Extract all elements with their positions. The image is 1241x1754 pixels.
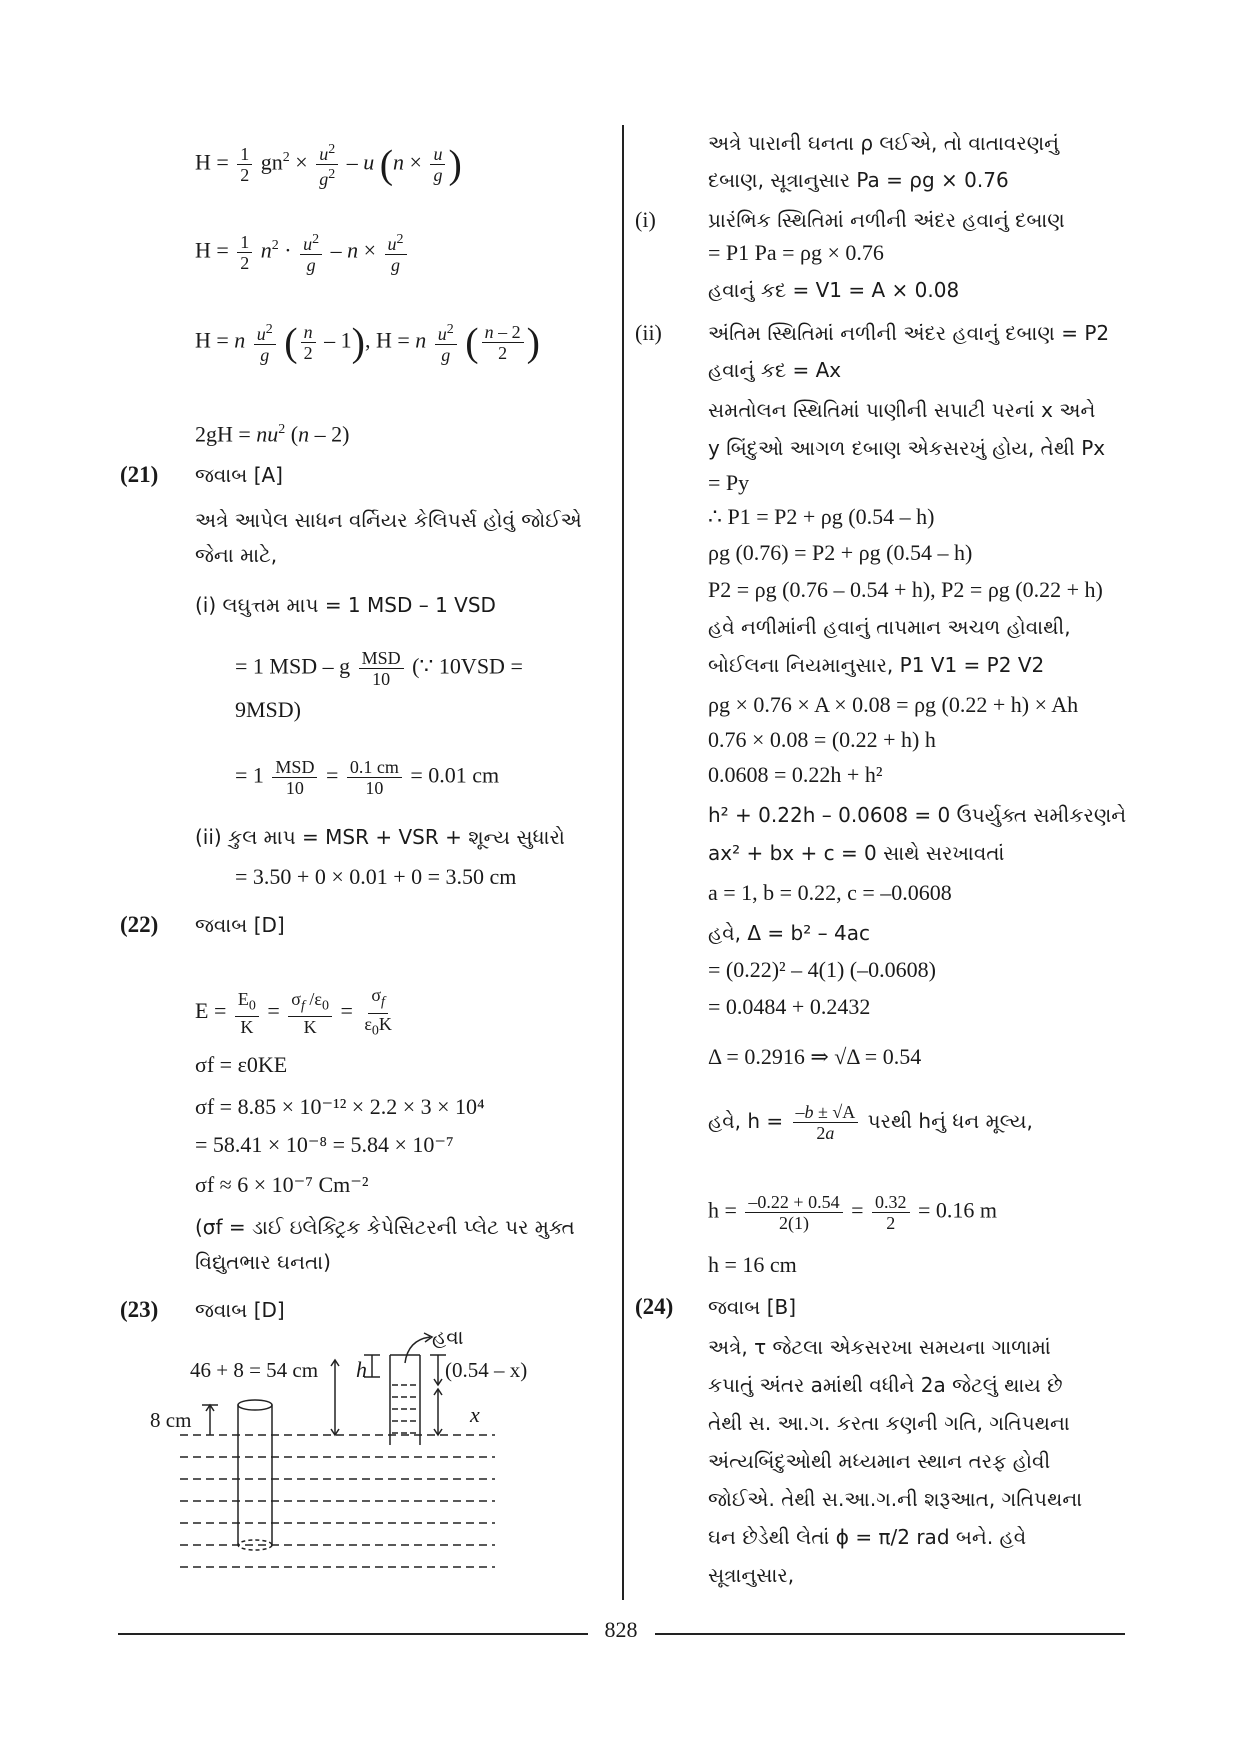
answer-23: જવાબ [D] (195, 1298, 285, 1322)
question-number-24: (24) (635, 1294, 674, 1319)
footer-rule-left (118, 1633, 588, 1635)
r-line-21: a = 1, b = 0.22, c = –0.0608 (708, 880, 952, 905)
q22-note-2: વિદ્યુતભાર ઘનતા) (195, 1250, 331, 1274)
q24-line-4: અંત્યબિંદુઓથી મધ્યમાન સ્થાન તરફ હોવી (708, 1449, 1051, 1473)
r-line-1: અત્રે પારાની ઘનતા ρ લઈએ, તો વાતાવરણનું (708, 131, 1060, 155)
r-line-27: h = $\frac{-0.22 + 0.54}{2(1)}$ = $\frac{0.32}{2}$ = 0.16 m (708, 1192, 998, 1233)
r-line-25: Δ = 0.2916 ⇒ √Δ = 0.54 (708, 1044, 922, 1069)
q24-line-6: ઘન છેડેથી લેતાં ϕ = π/2 rad બને. હવે (708, 1525, 1027, 1549)
q22-eq-5: σf ≈ 6 × 10⁻⁷ Cm⁻² (195, 1172, 369, 1197)
r-line-4: = P1 Pa = ρg × 0.76 (708, 240, 884, 265)
answer-22: જવાબ [D] (195, 913, 285, 937)
q21-i-2: = 1 MSD – g $\frac{\text{MSD}}{10}$ (∵ 10VSD = (235, 648, 523, 689)
q24-line-7: સૂત્રાનુસાર, (708, 1563, 795, 1587)
q21-text-2: જેના માટે, (195, 543, 278, 567)
question-number-22: (22) (120, 912, 159, 937)
diagram-label-54cm: 46 + 8 = 54 cm (190, 1358, 319, 1382)
answer-21 (195, 460, 283, 490)
r-line-7: હવાનું કદ = Ax (708, 358, 842, 382)
r-line-10: = Py (708, 470, 750, 495)
q24-line-1: અત્રે, τ જેટલા એકસરખા સમયના ગાળામાં (708, 1335, 1051, 1359)
question-number-23: (23) (120, 1297, 159, 1322)
q21-i: (i) લઘુત્તમ માપ = 1 MSD – 1 VSD (195, 593, 496, 617)
r-line-24: = 0.0484 + 0.2432 (708, 994, 871, 1019)
r-line-28: h = 16 cm (708, 1252, 797, 1277)
r-label-ii: (ii) (635, 320, 662, 345)
r-line-17: 0.76 × 0.08 = (0.22 + h) h (708, 727, 936, 752)
answer-24: જવાબ [B] (708, 1295, 797, 1319)
q21-i-4-result: = 0.01 cm (410, 762, 500, 788)
q21-i-2a: = 1 MSD – g (235, 653, 351, 679)
r-label-i: (i) (635, 207, 656, 232)
r-line-2: દબાણ, સૂત્રાનુસાર Pa = ρg × 0.76 (708, 168, 1009, 192)
r-line-19: h² + 0.22h – 0.0608 = 0 ઉપર્યુક્ત સમીકરણને (708, 803, 1127, 827)
footer-rule-right (655, 1633, 1125, 1635)
diagram-label-x: x (470, 1402, 480, 1427)
diagram-label-8cm: 8 cm (150, 1408, 192, 1432)
r-line-23: = (0.22)² – 4(1) (–0.0608) (708, 957, 936, 982)
page-number: 828 (604, 1617, 638, 1642)
q22-eq-1: E = $\frac{E_0}{K}$ = $\frac{\sigma_f /\varepsilon_0}{K}$ = $\frac{\sigma_f}{\varepsilon_0K}$ (195, 985, 392, 1039)
q21-ii: (ii) કુલ માપ = MSR + VSR + શૂન્ય સુધારો (195, 825, 565, 849)
q22-eq-3: σf = 8.85 × 10⁻¹² × 2.2 × 3 × 10⁴ (195, 1094, 485, 1119)
q22-eq-4: = 58.41 × 10⁻⁸ = 5.84 × 10⁻⁷ (195, 1132, 454, 1157)
q21-ii-2: = 3.50 + 0 × 0.01 + 0 = 3.50 cm (235, 864, 517, 889)
r-line-13: P2 = ρg (0.76 – 0.54 + h), P2 = ρg (0.22 + h) (708, 577, 1103, 602)
r-line-5: હવાનું કદ = V1 = A × 0.08 (708, 278, 960, 302)
r-line-26b: પરથી hનું ધન મૂલ્ય, (867, 1109, 1033, 1133)
r-line-3: પ્રારંભિક સ્થિતિમાં નળીની અંદર હવાનું દબાણ (708, 208, 1065, 232)
r-line-9: y બિંદુઓ આગળ દબાણ એકસરખું હોય, તેથી Px (708, 436, 1106, 460)
answer-21-label: જવાબ [A] (195, 463, 283, 487)
q22-note-1: (σf = ડાઈ ઇલેક્ટ્રિક કેપેસિટરની પ્લેટ પર મુક્ત (195, 1215, 575, 1239)
q21-i-3: 9MSD) (235, 697, 302, 722)
q24-line-3: તેથી સ. આ.ગ. કરતા કણની ગતિ, ગતિપથના (708, 1411, 1070, 1435)
equation-h-3: H = n $\frac{u^2}{g}$ ( $\frac{n}{2}$ – 1), H = n $\frac{u^2}{g}$ ( $\frac{n - 2}{2}$ ) (195, 319, 540, 365)
q22-eq-2: σf = ε0KE (195, 1052, 288, 1077)
r-line-26a: હવે, h = (708, 1109, 784, 1133)
diagram-label-air: હવા (432, 1325, 464, 1349)
r-line-12: ρg (0.76) = P2 + ρg (0.54 – h) (708, 540, 973, 565)
r-line-22: હવે, Δ = b² – 4ac (708, 921, 870, 945)
r-line-15: બોઈલના નિયમાનુસાર, P1 V1 = P2 V2 (708, 653, 1045, 677)
equation-h-4: $2gH = nu^2$ (n – 2) (195, 421, 350, 447)
r-line-8: સમતોલન સ્થિતિમાં પાણીની સપાટી પરનાં x અને (708, 398, 1096, 422)
equation-h-2: H = $\frac{1}{2}$ $n^2$ · $\frac{u^2}{g}$ – n × $\frac{u^2}{g}$ (195, 230, 410, 275)
column-divider (622, 125, 624, 1600)
r-line-6: અંતિમ સ્થિતિમાં નળીની અંદર હવાનું દબાણ = P2 (708, 321, 1110, 345)
r-line-18: 0.0608 = 0.22h + h² (708, 762, 883, 787)
r-line-27b: = 0.16 m (918, 1197, 998, 1223)
r-line-16: ρg × 0.76 × A × 0.08 = ρg (0.22 + h) × Ah (708, 692, 1079, 717)
equation-h-1: H = $\frac{1}{2}$ $gn^2$ × $\frac{u^2}{g^2}$ – u (n × $\frac{u}{g}$ ) (195, 141, 462, 189)
r-line-27a: h = (708, 1197, 737, 1223)
q24-line-5: જોઈએ. તેથી સ.આ.ગ.ની શરૂઆત, ગતિપથના (708, 1487, 1083, 1511)
r-line-14: હવે નળીમાંની હવાનું તાપમાન અચળ હોવાથી, (708, 615, 1071, 639)
q24-line-2: કપાતું અંતર aમાંથી વધીને 2a જેટલું થાય છે (708, 1373, 1063, 1397)
q21-i-4: = 1 $\frac{\text{MSD}}{10}$ = $\frac{0.1 cm}{10}$ = 0.01 cm (235, 757, 500, 798)
r-line-26: હવે, h = $\frac{-b \pm √A}{2a}$ પરથી hનું ધન મૂલ્ય, (708, 1102, 1033, 1143)
question-number-21: (21) (120, 462, 159, 487)
q21-i-2b: (∵ 10VSD = (412, 653, 523, 679)
r-line-11: ∴ P1 = P2 + ρg (0.54 – h) (708, 504, 935, 529)
r-line-20: ax² + bx + c = 0 સાથે સરખાવતાં (708, 841, 1005, 865)
diagram-label-h: h (356, 1357, 367, 1382)
q21-text-1: અત્રે આપેલ સાધન વર્નિયર કેલિપર્સ હોવું જોઈએ (195, 508, 582, 532)
diagram-label-054x: (0.54 – x) (445, 1358, 528, 1382)
